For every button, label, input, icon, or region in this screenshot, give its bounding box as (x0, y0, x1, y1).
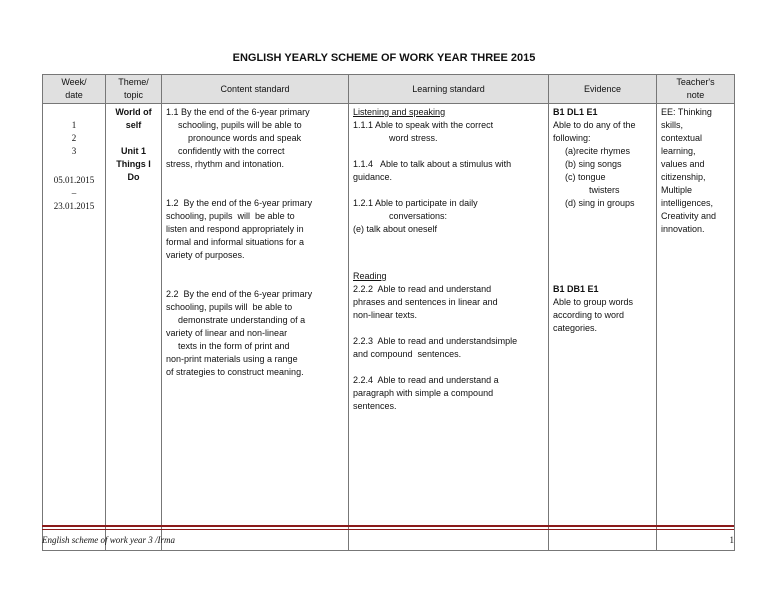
content-1-1-b: schooling, pupils will be able to (178, 120, 302, 130)
date-separator: – (71, 188, 77, 198)
ls-2-2-4: 2.2.4 Able to read and understand a paragraph with simple a compound sentences. (353, 375, 499, 411)
week-numbers: 1 2 3 (71, 120, 77, 156)
date-to: 23.01.2015 (53, 201, 95, 211)
ls-2-2-3: 2.2.3 Able to read and understandsimple and compound sentences. (353, 336, 518, 359)
ls-1-1-1-b: word stress. (389, 133, 438, 143)
evidence-item: (d) sing in groups (565, 198, 635, 208)
content-1-1-d: confidently with the correct (178, 146, 285, 156)
week-cell (43, 104, 106, 551)
content-1-2: 1.2 By the end of the 6-year primary schooling, pupils will be able to listen and respond appropriately in formal and informal situations for a variety of purposes. (166, 198, 313, 260)
content-1-1: 1.1 By the end of the 6-year primary (166, 107, 310, 117)
footer-text: English scheme of work year 3 /Irma (42, 535, 175, 545)
evidence-item: (b) sing songs (565, 159, 622, 169)
listening-speaking-heading: Listening and speaking (353, 107, 446, 117)
header-learning: Learning standard (349, 75, 549, 104)
ls-1-2-1-c: (e) talk about oneself (353, 224, 438, 234)
footer-rule-thin (42, 529, 734, 530)
content-2-2-b: demonstrate understanding of a (178, 315, 306, 325)
content-2-2-e: non-print materials using a range of strategies to construct meaning. (166, 354, 304, 377)
evidence-code-1: B1 DL1 E1 (553, 107, 598, 117)
evidence-cell (549, 104, 657, 551)
content-cell (162, 104, 349, 551)
header-theme: Theme/ topic (106, 75, 162, 104)
date-from: 05.01.2015 (53, 175, 95, 185)
ls-1-2-1: 1.2.1 Able to participate in daily (353, 198, 478, 208)
evidence-item: (a)recite rhymes (565, 146, 631, 156)
content-2-2-c: variety of linear and non-linear (166, 328, 288, 338)
evidence-code-2: B1 DB1 E1 (553, 284, 599, 294)
header-content: Content standard (162, 75, 349, 104)
ls-1-1-1: 1.1.1 Able to speak with the correct (353, 120, 494, 130)
document-title: ENGLISH YEARLY SCHEME OF WORK YEAR THREE 2015 (232, 52, 536, 64)
evidence-item: twisters (589, 185, 620, 195)
content-2-2-d: texts in the form of print and (178, 341, 290, 351)
page-number: 1 (729, 535, 734, 545)
evidence-text-1: Able to do any of the following: (553, 120, 636, 143)
header-teacher: Teacher's note (657, 75, 735, 104)
footer-rule-thick (42, 525, 734, 527)
header-evidence: Evidence (549, 75, 657, 104)
scheme-table (42, 74, 735, 551)
evidence-text-2: Able to group words according to word categories. (553, 297, 634, 333)
theme-cell (106, 104, 162, 551)
theme-title: World of self (115, 107, 152, 130)
teacher-note-cell: EE: Thinking skills, contextual learning, values and citizenship, Multiple intelligences, Creativity and innovation. (657, 104, 735, 551)
content-1-1-e: stress, rhythm and intonation. (166, 159, 285, 169)
ls-1-1-4: 1.1.4 Able to talk about a stimulus with guidance. (353, 159, 512, 182)
unit-title: Unit 1 Things I Do (116, 146, 151, 182)
reading-heading: Reading (353, 271, 387, 281)
header-week: Week/ date (43, 75, 106, 104)
ls-1-2-1-b: conversations: (389, 211, 448, 221)
content-2-2-a: 2.2 By the end of the 6-year primary schooling, pupils will be able to (166, 289, 313, 312)
learning-cell (349, 104, 549, 551)
evidence-item: (c) tongue (565, 172, 606, 182)
content-1-1-c: pronounce words and speak (188, 133, 302, 143)
table-row (43, 104, 735, 551)
header-row (43, 75, 735, 104)
ls-2-2-2: 2.2.2 Able to read and understand phrases and sentences in linear and non-linear texts. (353, 284, 498, 320)
